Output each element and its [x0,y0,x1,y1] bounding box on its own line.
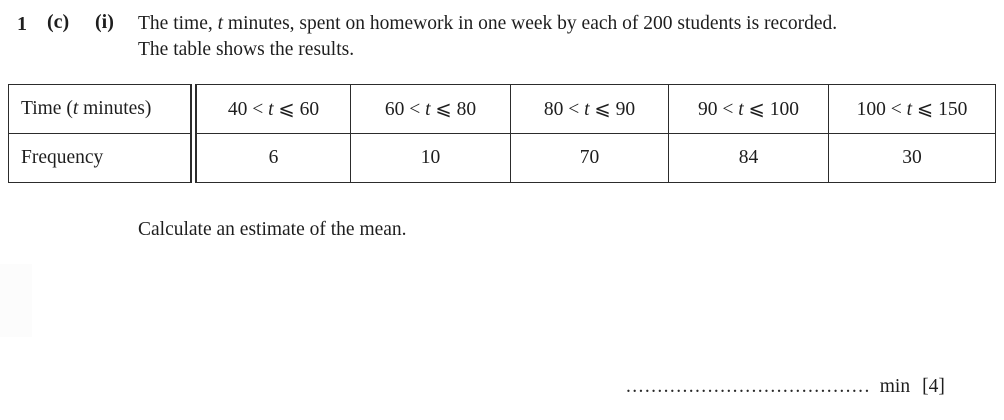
question-number: 1 [17,13,27,35]
interval-pre: 60 < [384,99,426,120]
variable-t: t [72,98,79,119]
question-text-line1 [138,11,998,37]
frequency-cell-2: 10 [351,134,511,183]
interval-post: ⩽ 90 [589,99,636,120]
interval-pre: 100 < [856,99,907,120]
interval-cell-4 [669,85,829,134]
frequency-cell-3: 70 [511,134,669,183]
question-part-label: (c) [47,11,70,33]
interval-cell-2 [351,85,511,134]
marks-badge: [4] [922,376,945,397]
answer-dots: ....................................... [626,376,871,397]
interval-post: ⩽ 100 [743,99,799,120]
interval-post: ⩽ 80 [430,99,477,120]
table-row-frequency [9,134,996,183]
variable-t: t [425,99,431,120]
interval-cell-1 [194,85,351,134]
time-header-pre: Time ( [21,98,73,119]
question-text-pre: The time, [138,13,218,34]
question-text-post: minutes, spent on homework in one week by each of 200 students is recorded. [223,13,838,34]
variable-t: t [584,99,590,120]
instruction-text: Calculate an estimate of the mean. [138,219,407,240]
question-subpart-label: (i) [95,11,114,33]
scan-artifact [0,264,32,337]
frequency-cell-1: 6 [194,134,351,183]
frequency-cell-5: 30 [829,134,996,183]
interval-cell-5 [829,85,996,134]
question-text [138,11,998,63]
variable-t: t [217,13,224,34]
frequency-cell-4: 84 [669,134,829,183]
question-text-line2: The table shows the results. [138,39,355,60]
answer-line [626,376,966,398]
frequency-table [8,84,996,183]
frequency-row-header: Frequency [9,134,194,183]
interval-post: ⩽ 60 [273,99,320,120]
interval-post: ⩽ 150 [912,99,968,120]
time-header-post: minutes) [78,98,152,119]
variable-t: t [268,99,274,120]
table-row-time [9,85,996,134]
interval-cell-3 [511,85,669,134]
time-row-header [9,85,194,134]
interval-pre: 40 < [227,99,269,120]
interval-pre: 80 < [543,99,585,120]
variable-t: t [738,99,744,120]
variable-t: t [906,99,913,120]
interval-pre: 90 < [697,99,739,120]
answer-unit: min [879,376,911,397]
